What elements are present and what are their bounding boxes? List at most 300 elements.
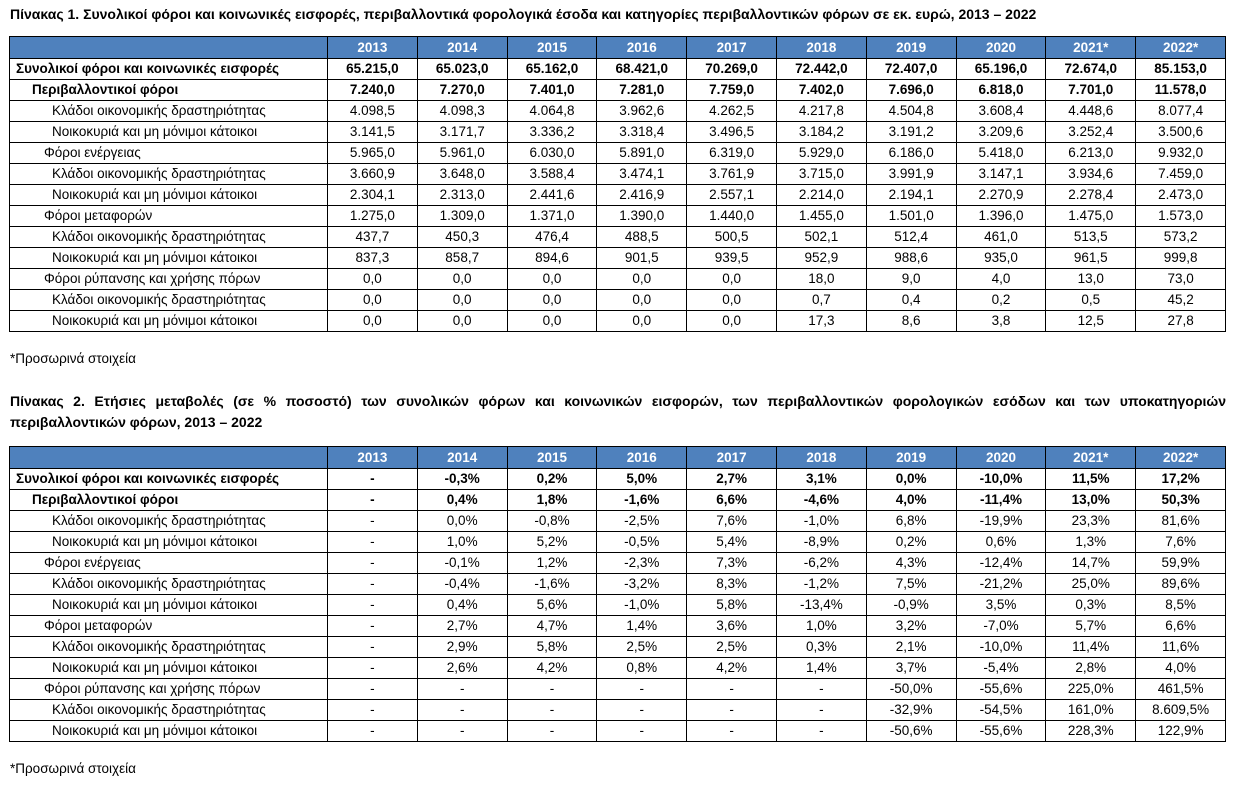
- table-cell: 85.153,0: [1136, 59, 1226, 80]
- table-cell: 4,3%: [866, 553, 956, 574]
- table-cell: 8.077,4: [1136, 101, 1226, 122]
- table-cell: 1.440,0: [687, 206, 777, 227]
- table-cell: 17,3: [776, 311, 866, 332]
- table-cell: -2,5%: [597, 511, 687, 532]
- table-cell: 1.396,0: [956, 206, 1046, 227]
- table-cell: -13,4%: [776, 595, 866, 616]
- table-cell: 0,2%: [507, 469, 597, 490]
- table-cell: 8,3%: [687, 574, 777, 595]
- table-cell: -6,2%: [776, 553, 866, 574]
- table-cell: 0,0: [507, 311, 597, 332]
- table-cell: 25,0%: [1046, 574, 1136, 595]
- table1-header-year: 2021*: [1046, 37, 1136, 59]
- table-cell: 5.965,0: [328, 143, 418, 164]
- table-cell: -: [328, 616, 418, 637]
- table-cell: 512,4: [866, 227, 956, 248]
- table-cell: 7,6%: [1136, 532, 1226, 553]
- table-cell: -19,9%: [956, 511, 1046, 532]
- table-cell: 3.648,0: [417, 164, 507, 185]
- table2-header-year: 2018: [776, 447, 866, 469]
- row-label: Φόροι ρύπανσης και χρήσης πόρων: [10, 679, 328, 700]
- table2-header-row: [10, 447, 1226, 469]
- table1-header-year: 2022*: [1136, 37, 1226, 59]
- table-cell: 0,0: [417, 311, 507, 332]
- table-row: [10, 490, 1226, 511]
- table-cell: -1,6%: [507, 574, 597, 595]
- table-row: [10, 469, 1226, 490]
- table-cell: -: [328, 679, 418, 700]
- table-cell: 0,0: [507, 269, 597, 290]
- table-cell: 2.278,4: [1046, 185, 1136, 206]
- table-cell: 0,0%: [417, 511, 507, 532]
- table-cell: 1.455,0: [776, 206, 866, 227]
- table1: [9, 36, 1226, 332]
- table-cell: 2,5%: [597, 637, 687, 658]
- table2-caption: Πίνακας 2. Ετήσιες μεταβολές (σε % ποσοστό) των συνολικών φόρων και κοινωνικών εισφορών, των περιβαλλοντικών φορολογικών εσόδων και των υποκατηγοριών περιβαλλοντικών φόρων, 2013 – 2022: [10, 393, 1226, 430]
- table-cell: -0,4%: [417, 574, 507, 595]
- table-cell: -11,4%: [956, 490, 1046, 511]
- table-cell: 70.269,0: [687, 59, 777, 80]
- table-cell: 461,0: [956, 227, 1046, 248]
- table-row: [10, 248, 1226, 269]
- table-cell: 3.171,7: [417, 122, 507, 143]
- table-cell: 5.929,0: [776, 143, 866, 164]
- table-cell: 1.573,0: [1136, 206, 1226, 227]
- table-cell: -: [328, 490, 418, 511]
- row-label: Νοικοκυριά και μη μόνιμοι κάτοικοι: [10, 532, 328, 553]
- table2-header-year: 2017: [687, 447, 777, 469]
- table-cell: 0,5: [1046, 290, 1136, 311]
- table2-body: [10, 469, 1226, 742]
- table-cell: 3.209,6: [956, 122, 1046, 143]
- table-cell: 18,0: [776, 269, 866, 290]
- table-cell: -: [507, 700, 597, 721]
- table-row: [10, 59, 1226, 80]
- table-cell: 3.761,9: [687, 164, 777, 185]
- table-cell: 0,0: [597, 311, 687, 332]
- row-label: Κλάδοι οικονομικής δραστηριότητας: [10, 227, 328, 248]
- table-cell: 5.961,0: [417, 143, 507, 164]
- table-cell: 7.402,0: [776, 80, 866, 101]
- table-cell: 3.141,5: [328, 122, 418, 143]
- table-cell: -32,9%: [866, 700, 956, 721]
- table-row: [10, 164, 1226, 185]
- table-cell: 4,2%: [507, 658, 597, 679]
- row-label: Συνολικοί φόροι και κοινωνικές εισφορές: [10, 59, 328, 80]
- table-cell: 11,5%: [1046, 469, 1136, 490]
- table-cell: 68.421,0: [597, 59, 687, 80]
- table-cell: 4,7%: [507, 616, 597, 637]
- table-cell: 4.504,8: [866, 101, 956, 122]
- table-cell: 0,0: [687, 290, 777, 311]
- table-cell: 1,2%: [507, 553, 597, 574]
- table-cell: 122,9%: [1136, 721, 1226, 742]
- table-cell: -: [597, 700, 687, 721]
- table-cell: 7.759,0: [687, 80, 777, 101]
- table-cell: -: [597, 721, 687, 742]
- table2-header-year: 2016: [597, 447, 687, 469]
- table-cell: 6.186,0: [866, 143, 956, 164]
- table-cell: 858,7: [417, 248, 507, 269]
- table-cell: 0,0: [417, 269, 507, 290]
- table-cell: 9,0: [866, 269, 956, 290]
- table-cell: 2,8%: [1046, 658, 1136, 679]
- table-cell: 5,2%: [507, 532, 597, 553]
- table-cell: 837,3: [328, 248, 418, 269]
- table-cell: 1.475,0: [1046, 206, 1136, 227]
- table-cell: 0,0: [507, 290, 597, 311]
- table-cell: 0,3%: [776, 637, 866, 658]
- table-cell: 2,7%: [687, 469, 777, 490]
- table2-header-year: 2013: [328, 447, 418, 469]
- row-label: Κλάδοι οικονομικής δραστηριότητας: [10, 637, 328, 658]
- table-cell: 2.270,9: [956, 185, 1046, 206]
- table-cell: -55,6%: [956, 721, 1046, 742]
- table-row: [10, 700, 1226, 721]
- table-cell: 1,8%: [507, 490, 597, 511]
- table-cell: 3.336,2: [507, 122, 597, 143]
- table-cell: 952,9: [776, 248, 866, 269]
- table-cell: 461,5%: [1136, 679, 1226, 700]
- table-cell: 0,0%: [866, 469, 956, 490]
- table-cell: 7.401,0: [507, 80, 597, 101]
- table2-header-corner: [10, 447, 328, 469]
- table-cell: 3.184,2: [776, 122, 866, 143]
- table-cell: -: [328, 469, 418, 490]
- table-cell: 1.371,0: [507, 206, 597, 227]
- table-cell: 3,6%: [687, 616, 777, 637]
- table1-header-row: [10, 37, 1226, 59]
- table-cell: 2,1%: [866, 637, 956, 658]
- table1-header-year: 2019: [866, 37, 956, 59]
- table-cell: 2,6%: [417, 658, 507, 679]
- table-row: [10, 553, 1226, 574]
- table-cell: -: [328, 574, 418, 595]
- table-cell: 13,0%: [1046, 490, 1136, 511]
- table-cell: 3,2%: [866, 616, 956, 637]
- table-cell: 1.501,0: [866, 206, 956, 227]
- table-cell: 6,8%: [866, 511, 956, 532]
- table-cell: 0,0: [687, 311, 777, 332]
- table-cell: 65.162,0: [507, 59, 597, 80]
- table-cell: 0,2: [956, 290, 1046, 311]
- table-cell: -0,3%: [417, 469, 507, 490]
- table-cell: 72.442,0: [776, 59, 866, 80]
- table1-header-year: 2018: [776, 37, 866, 59]
- table-cell: -: [328, 721, 418, 742]
- table-cell: -: [687, 679, 777, 700]
- table-cell: 3.318,4: [597, 122, 687, 143]
- table-cell: 513,5: [1046, 227, 1136, 248]
- row-label: Νοικοκυριά και μη μόνιμοι κάτοικοι: [10, 721, 328, 742]
- table-cell: 89,6%: [1136, 574, 1226, 595]
- table-row: [10, 143, 1226, 164]
- table-cell: 573,2: [1136, 227, 1226, 248]
- row-label: Νοικοκυριά και μη μόνιμοι κάτοικοι: [10, 658, 328, 679]
- table-cell: -12,4%: [956, 553, 1046, 574]
- table-cell: 1.309,0: [417, 206, 507, 227]
- row-label: Κλάδοι οικονομικής δραστηριότητας: [10, 511, 328, 532]
- table-cell: 4.098,5: [328, 101, 418, 122]
- table1-header-year: 2015: [507, 37, 597, 59]
- table-cell: 228,3%: [1046, 721, 1136, 742]
- row-label: Φόροι μεταφορών: [10, 616, 328, 637]
- table-cell: 4,0%: [866, 490, 956, 511]
- row-label: Φόροι ενέργειας: [10, 553, 328, 574]
- table-cell: -50,0%: [866, 679, 956, 700]
- row-label: Κλάδοι οικονομικής δραστηριότητας: [10, 574, 328, 595]
- row-label: Κλάδοι οικονομικής δραστηριότητας: [10, 164, 328, 185]
- table-cell: -: [776, 700, 866, 721]
- table-cell: -55,6%: [956, 679, 1046, 700]
- row-label: Κλάδοι οικονομικής δραστηριότητας: [10, 290, 328, 311]
- table-cell: -0,5%: [597, 532, 687, 553]
- table-cell: -54,5%: [956, 700, 1046, 721]
- table-cell: 3.191,2: [866, 122, 956, 143]
- table-cell: -3,2%: [597, 574, 687, 595]
- table2-header-year: 2022*: [1136, 447, 1226, 469]
- table1-header-corner: [10, 37, 328, 59]
- table-cell: 225,0%: [1046, 679, 1136, 700]
- row-label: Φόροι ενέργειας: [10, 143, 328, 164]
- table-cell: 3.715,0: [776, 164, 866, 185]
- table-cell: -: [687, 700, 777, 721]
- table-row: [10, 122, 1226, 143]
- table-cell: 4,0: [956, 269, 1046, 290]
- table-cell: 4.098,3: [417, 101, 507, 122]
- table-cell: 73,0: [1136, 269, 1226, 290]
- table-cell: 0,0: [687, 269, 777, 290]
- table-cell: 5,8%: [507, 637, 597, 658]
- table-cell: 161,0%: [1046, 700, 1136, 721]
- table-cell: -: [597, 679, 687, 700]
- table-cell: 2.441,6: [507, 185, 597, 206]
- table-row: [10, 721, 1226, 742]
- table-row: [10, 185, 1226, 206]
- table-cell: -: [776, 679, 866, 700]
- table-cell: 11,6%: [1136, 637, 1226, 658]
- table-cell: -: [328, 595, 418, 616]
- table-cell: 0,4: [866, 290, 956, 311]
- table-cell: 1,0%: [776, 616, 866, 637]
- table-cell: 1,4%: [597, 616, 687, 637]
- table-cell: 72.407,0: [866, 59, 956, 80]
- table-cell: 12,5: [1046, 311, 1136, 332]
- table-row: [10, 269, 1226, 290]
- table-cell: 0,0: [417, 290, 507, 311]
- table-cell: 488,5: [597, 227, 687, 248]
- table-cell: 2.473,0: [1136, 185, 1226, 206]
- table-cell: -10,0%: [956, 637, 1046, 658]
- table-cell: 2.557,1: [687, 185, 777, 206]
- table-cell: -1,2%: [776, 574, 866, 595]
- table-row: [10, 574, 1226, 595]
- table-cell: 1,0%: [417, 532, 507, 553]
- table2-header-year: 2014: [417, 447, 507, 469]
- table-cell: 7,6%: [687, 511, 777, 532]
- table-cell: -: [507, 721, 597, 742]
- table-cell: 13,0: [1046, 269, 1136, 290]
- table-cell: 3.934,6: [1046, 164, 1136, 185]
- table-cell: 81,6%: [1136, 511, 1226, 532]
- table-cell: -8,9%: [776, 532, 866, 553]
- table-cell: 4,0%: [1136, 658, 1226, 679]
- table-cell: 50,3%: [1136, 490, 1226, 511]
- table-cell: 3.608,4: [956, 101, 1046, 122]
- table-row: [10, 206, 1226, 227]
- table1-header-year: 2017: [687, 37, 777, 59]
- table-cell: 0,0: [597, 269, 687, 290]
- table-cell: 0,8%: [597, 658, 687, 679]
- table-cell: 4.448,6: [1046, 101, 1136, 122]
- table-cell: 3.962,6: [597, 101, 687, 122]
- table-cell: 3,7%: [866, 658, 956, 679]
- table-row: [10, 532, 1226, 553]
- table-row: [10, 101, 1226, 122]
- table-cell: 3.660,9: [328, 164, 418, 185]
- table-cell: -0,9%: [866, 595, 956, 616]
- table-cell: 5.891,0: [597, 143, 687, 164]
- table-row: [10, 679, 1226, 700]
- table-cell: 476,4: [507, 227, 597, 248]
- row-label: Κλάδοι οικονομικής δραστηριότητας: [10, 101, 328, 122]
- table-cell: 5,7%: [1046, 616, 1136, 637]
- table-row: [10, 290, 1226, 311]
- table-cell: 8.609,5%: [1136, 700, 1226, 721]
- table-cell: 5,6%: [507, 595, 597, 616]
- table-cell: 17,2%: [1136, 469, 1226, 490]
- table-cell: 3.500,6: [1136, 122, 1226, 143]
- table1-header-year: 2013: [328, 37, 418, 59]
- table-row: [10, 616, 1226, 637]
- table1-header-year: 2016: [597, 37, 687, 59]
- row-label: Κλάδοι οικονομικής δραστηριότητας: [10, 700, 328, 721]
- table-cell: 2,5%: [687, 637, 777, 658]
- table-cell: 11.578,0: [1136, 80, 1226, 101]
- table-cell: 3.474,1: [597, 164, 687, 185]
- table-cell: 8,5%: [1136, 595, 1226, 616]
- table-cell: 72.674,0: [1046, 59, 1136, 80]
- table-cell: 45,2: [1136, 290, 1226, 311]
- table-cell: 1.390,0: [597, 206, 687, 227]
- table-cell: 6.818,0: [956, 80, 1046, 101]
- table1-header-year: 2014: [417, 37, 507, 59]
- table-cell: 502,1: [776, 227, 866, 248]
- table-cell: 3.496,5: [687, 122, 777, 143]
- table-cell: 2.304,1: [328, 185, 418, 206]
- row-label: Νοικοκυριά και μη μόνιμοι κάτοικοι: [10, 248, 328, 269]
- table-row: [10, 595, 1226, 616]
- table-cell: 437,7: [328, 227, 418, 248]
- table-cell: -10,0%: [956, 469, 1046, 490]
- table-cell: -1,0%: [776, 511, 866, 532]
- table-cell: 0,7: [776, 290, 866, 311]
- table-cell: 6.030,0: [507, 143, 597, 164]
- table-cell: -: [776, 721, 866, 742]
- table2-header-year: 2021*: [1046, 447, 1136, 469]
- row-label: Συνολικοί φόροι και κοινωνικές εισφορές: [10, 469, 328, 490]
- table-cell: -: [328, 637, 418, 658]
- table-cell: 3.147,1: [956, 164, 1046, 185]
- table1-footnote: *Προσωρινά στοιχεία: [10, 351, 136, 366]
- table-cell: 8,6: [866, 311, 956, 332]
- table-cell: 1,4%: [776, 658, 866, 679]
- table-cell: 65.196,0: [956, 59, 1046, 80]
- table-cell: 5,4%: [687, 532, 777, 553]
- table-cell: 7,5%: [866, 574, 956, 595]
- table1-header-year: 2020: [956, 37, 1046, 59]
- table2-header-year: 2020: [956, 447, 1046, 469]
- table-cell: 23,3%: [1046, 511, 1136, 532]
- table-cell: 6,6%: [1136, 616, 1226, 637]
- table-cell: 901,5: [597, 248, 687, 269]
- table-cell: 7.459,0: [1136, 164, 1226, 185]
- table2-header-year: 2019: [866, 447, 956, 469]
- table-cell: -: [328, 532, 418, 553]
- table-cell: 935,0: [956, 248, 1046, 269]
- row-label: Φόροι μεταφορών: [10, 206, 328, 227]
- table-cell: -: [328, 658, 418, 679]
- table-cell: 4.064,8: [507, 101, 597, 122]
- table-cell: -: [417, 721, 507, 742]
- table-cell: 6,6%: [687, 490, 777, 511]
- row-label: Περιβαλλοντικοί φόροι: [10, 490, 328, 511]
- table-cell: 3,1%: [776, 469, 866, 490]
- table-cell: 7,3%: [687, 553, 777, 574]
- table-cell: 0,0: [597, 290, 687, 311]
- table-cell: 2.194,1: [866, 185, 956, 206]
- table-cell: 9.932,0: [1136, 143, 1226, 164]
- row-label: Φόροι ρύπανσης και χρήσης πόρων: [10, 269, 328, 290]
- table-cell: 3.991,9: [866, 164, 956, 185]
- table-cell: -: [417, 679, 507, 700]
- table-cell: 6.319,0: [687, 143, 777, 164]
- table-row: [10, 227, 1226, 248]
- table-cell: -: [328, 553, 418, 574]
- table-row: [10, 658, 1226, 679]
- table-cell: 5.418,0: [956, 143, 1046, 164]
- table-cell: 0,3%: [1046, 595, 1136, 616]
- table-row: [10, 80, 1226, 101]
- table-cell: 7.240,0: [328, 80, 418, 101]
- table-cell: 27,8: [1136, 311, 1226, 332]
- table-cell: -0,1%: [417, 553, 507, 574]
- row-label: Νοικοκυριά και μη μόνιμοι κάτοικοι: [10, 595, 328, 616]
- table-cell: 4,2%: [687, 658, 777, 679]
- table-cell: 450,3: [417, 227, 507, 248]
- table-cell: 3.588,4: [507, 164, 597, 185]
- table-cell: 0,0: [328, 269, 418, 290]
- table-cell: -0,8%: [507, 511, 597, 532]
- table-cell: 14,7%: [1046, 553, 1136, 574]
- table-cell: 3,5%: [956, 595, 1046, 616]
- table-cell: 7.701,0: [1046, 80, 1136, 101]
- table-row: [10, 637, 1226, 658]
- table-cell: 6.213,0: [1046, 143, 1136, 164]
- table-row: [10, 511, 1226, 532]
- table-cell: 11,4%: [1046, 637, 1136, 658]
- table1-body: [10, 59, 1226, 332]
- table-cell: 999,8: [1136, 248, 1226, 269]
- table-cell: -4,6%: [776, 490, 866, 511]
- table-cell: 2,9%: [417, 637, 507, 658]
- table-cell: 4.217,8: [776, 101, 866, 122]
- table-cell: 4.262,5: [687, 101, 777, 122]
- table-cell: 894,6: [507, 248, 597, 269]
- table-row: [10, 311, 1226, 332]
- table-cell: 500,5: [687, 227, 777, 248]
- table-cell: -50,6%: [866, 721, 956, 742]
